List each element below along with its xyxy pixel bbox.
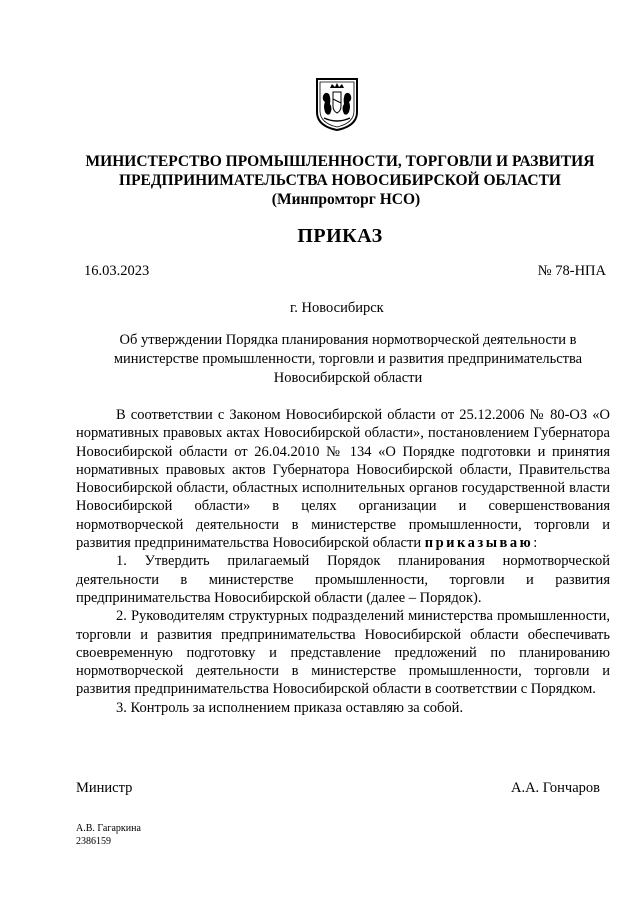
order-word: приказываю <box>424 535 534 552</box>
executor-block <box>76 822 141 848</box>
ministry-name-line2: ПРЕДПРИНИМАТЕЛЬСТВА НОВОСИБИРСКОЙ ОБЛАСТИ <box>119 172 561 189</box>
coat-of-arms-icon <box>314 76 360 132</box>
executor-name: А.В. Гагаркина <box>76 823 141 834</box>
signatory-name: А.А. Гончаров <box>510 780 600 796</box>
order-item-1: 1. Утвердить прилагаемый Порядок планирования нормотворческой деятельности в министерстве промышленности, торговли и развития предпринимательства Новосибирской области (далее – Порядок). <box>76 553 610 606</box>
document-subject: Об утверждении Порядка планирования нормотворческой деятельности в министерстве промышленности, торговли и развития предпринимательства Новосибирской области <box>113 332 583 386</box>
order-item-3: 3. Контроль за исполнением приказа оставляю за собой. <box>116 699 464 716</box>
ministry-short-name: (Минпромторг НСО) <box>271 191 421 208</box>
preamble-text: В соответствии с Законом Новосибирской области от 25.12.2006 № 80-ОЗ «О нормативных правовых актах Новосибирской области», постановлением Губернатора Новосибирской области от 26.04.2010 № 134 «О Порядке подготовки и принятия нормативных правовых актов Губернатора Новосибирской области, Правительства Новосибирской области, областных исполнительных органов государственной власти Новосибирской области» в целях организации и совершенствования нормотворческой деятельности в министерстве промышленности, торговли и развития предпринимательства Новосибирской области <box>76 407 610 552</box>
signatory-role: Министр <box>76 780 133 796</box>
executor-phone: 2386159 <box>76 836 111 847</box>
preamble-paragraph <box>76 406 610 552</box>
document-title: ПРИКАЗ <box>297 225 383 247</box>
document-body <box>76 406 610 717</box>
ministry-name-line1: МИНИСТЕРСТВО ПРОМЫШЛЕННОСТИ, ТОРГОВЛИ И РАЗВИТИЯ <box>85 153 595 170</box>
document-city: г. Новосибирск <box>290 300 384 316</box>
document-date: 16.03.2023 <box>84 263 150 279</box>
document-number: № 78-НПА <box>537 263 606 279</box>
order-colon: : <box>533 535 538 552</box>
order-item-2: 2. Руководителям структурных подразделений министерства промышленности, торговли и развития предпринимательства Новосибирской области обеспечивать своевременную подготовку и представление предложений по планированию нормотворческой деятельности в министерстве промышленности, торговли и развития предпринимательства Новосибирской области в соответствии с Порядком. <box>76 608 610 698</box>
